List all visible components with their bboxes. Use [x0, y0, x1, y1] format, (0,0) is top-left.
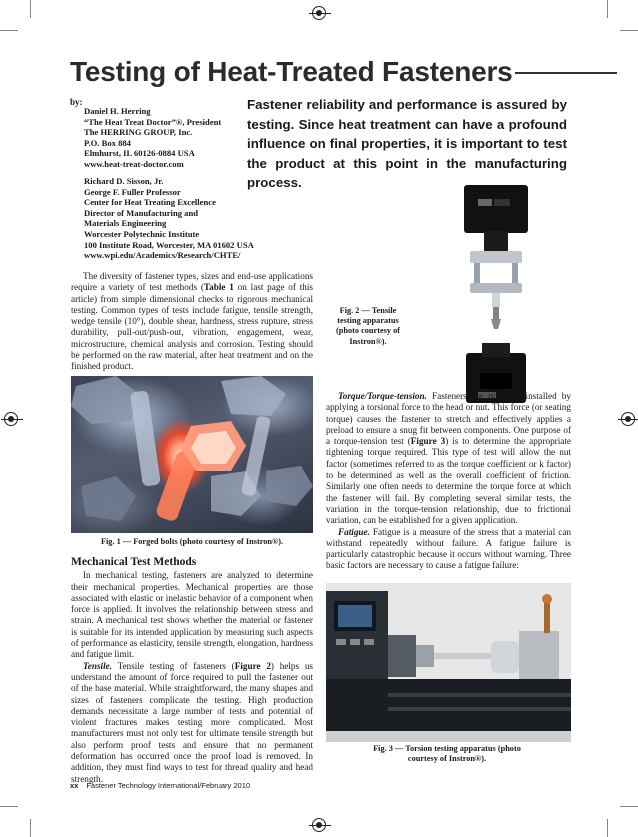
author-block-sisson: [84, 176, 254, 261]
author-line: The HERRING GROUP, Inc.: [84, 127, 193, 138]
title-rule: [515, 72, 617, 74]
figure-1-caption: Fig. 1 — Forged bolts (photo courtesy of Instron®).: [100, 537, 284, 546]
figure-ref: Figure 3: [410, 436, 446, 447]
author-line: Elmhurst, IL 60126-0884 USA: [84, 148, 195, 159]
author-line: Materials Engineering: [84, 218, 167, 229]
tensile-apparatus-illustration: [456, 183, 536, 405]
crop-mark: [607, 0, 608, 18]
article-lead: Fastener reliability and performance is assured by testing. Since heat treatment can have a profound influence on final properties, it is important to test the product at this point in the manufacturing process.: [247, 97, 567, 190]
section-heading: Mechanical Test Methods: [71, 556, 197, 568]
crop-mark: [30, 0, 31, 18]
page-number: xx: [70, 781, 79, 790]
author-line: Richard D. Sisson, Jr.: [84, 176, 164, 186]
forged-bolts-illustration: [71, 376, 313, 533]
figure-3-caption: Fig. 3 — Torsion testing apparatus (photo courtesy of Instron®).: [373, 744, 521, 764]
body-paragraph: In mechanical testing, fasteners are analyzed to determine their mechanical properties. Mechanical properties are those associated with elastic or inelastic behavior of a component when force is applied. It involves the relationship between stress and strain. A mechanical test shows whether the material or fastener is suitable for its intended application by measuring such aspects of performance as elasticity, tensile strength, elongation, hardness and fatigue limit.: [71, 570, 313, 660]
figure-ref: Figure 2: [234, 660, 271, 671]
registration-mark-icon: [621, 412, 635, 426]
intro-paragraph: The diversity of fastener types, sizes and end-use applications require a variety of test methods (Table 1 on last page of this article) from simple dimensional checks to rigorous mechanical testing. Common types of tests include fatigue, tensile strength, wedge tensile (10°), double shear, hardness, stress rupture, stress durability, pull-out/push-out, vibration, engagement, wear, microstructure, chemical analysis and corrosion. Testing should be performed on the raw material, after heat treatment and on the finished product.: [71, 271, 314, 372]
crop-mark: [30, 819, 31, 837]
crop-mark: [0, 30, 18, 31]
torsion-apparatus-illustration: [326, 583, 571, 742]
tensile-apparatus-photo: [456, 183, 536, 405]
author-block-herring: [84, 106, 221, 170]
torsion-apparatus-photo: [326, 583, 571, 742]
author-line: www.wpi.edu/Academics/Research/CHTE/: [84, 250, 241, 261]
author-line: George F. Fuller Professor: [84, 186, 181, 197]
registration-mark-icon: [4, 412, 18, 426]
publication-info: Fastener Technology International/February 2010: [86, 781, 251, 790]
forged-bolts-photo: [71, 376, 313, 533]
body-paragraph: Fatigue. Fatigue is a measure of the stress that a material can withstand repeatedly without failure. A fatigue failure is particularly catastrophic because it occurs without warning. Three basic factors are necessary to cause a fatigue failure:: [326, 526, 571, 571]
body-paragraph: Tensile. Tensile testing of fasteners (Figure 2) helps us understand the amount of force required to pull the fastener out of the base material. While straightforward, the many shapes and sizes of fasteners complicate the testing. High production demands necessitate a large number of tests and potential of violent fractures makes testing more complicated. Most manufacturers must not only test for ultimate tensile strength but also perform proof tests and ensure that no permanent deformation has occurred once the proof load is removed. In addition, they must find ways to test for thread quality and head strength.: [71, 660, 313, 784]
byline-label: by:: [70, 97, 83, 107]
registration-mark-icon: [312, 6, 326, 20]
author-line: Daniel H. Herring: [84, 106, 151, 116]
mechanical-section: [71, 557, 313, 785]
author-line: “The Heat Treat Doctor”®, President: [84, 116, 222, 127]
author-line: www.heat-treat-doctor.com: [84, 158, 184, 169]
author-line: 100 Institute Road, Worcester, MA 01602 USA: [84, 239, 254, 250]
table-ref: Table 1: [203, 282, 234, 293]
crop-mark: [607, 819, 608, 837]
torque-section: [326, 391, 571, 572]
crop-mark: [620, 806, 638, 807]
page-title: Testing of Heat-Treated Fasteners: [70, 56, 513, 87]
registration-mark-icon: [312, 818, 326, 832]
author-line: P.O. Box 884: [84, 137, 131, 148]
author-line: Director of Manufacturing and: [84, 207, 199, 218]
author-line: Center for Heat Treating Excellence: [84, 197, 216, 208]
crop-mark: [620, 30, 638, 31]
author-line: Worcester Polytechnic Institute: [84, 228, 200, 239]
crop-mark: [0, 806, 18, 807]
figure-2-caption: Fig. 2 — Tensile testing apparatus (photo courtesy of Instron®).: [335, 306, 401, 346]
body-paragraph: Torque/Torque-tension. Fasteners are typically installed by applying a torsional force to the head or nut. This force (or seating torque) causes the fastener to stretch and effectively applies a preload to ensure a snug fit between components. One purpose of a torque-tension test (Figure 3) is to determine the appropriate tightening torque required. This type of test will allow the nut factor (sometimes referred to as the torque coefficient or k factor) to be determined as well as the overall coefficient of friction. Similarly one often needs to determine the torque force at which the fastener will fail. By completing several similar tests, the variation in the torque-tension relationship, due to frictional variation, can be established for a given application.: [326, 391, 572, 526]
page-footer: [70, 781, 250, 790]
